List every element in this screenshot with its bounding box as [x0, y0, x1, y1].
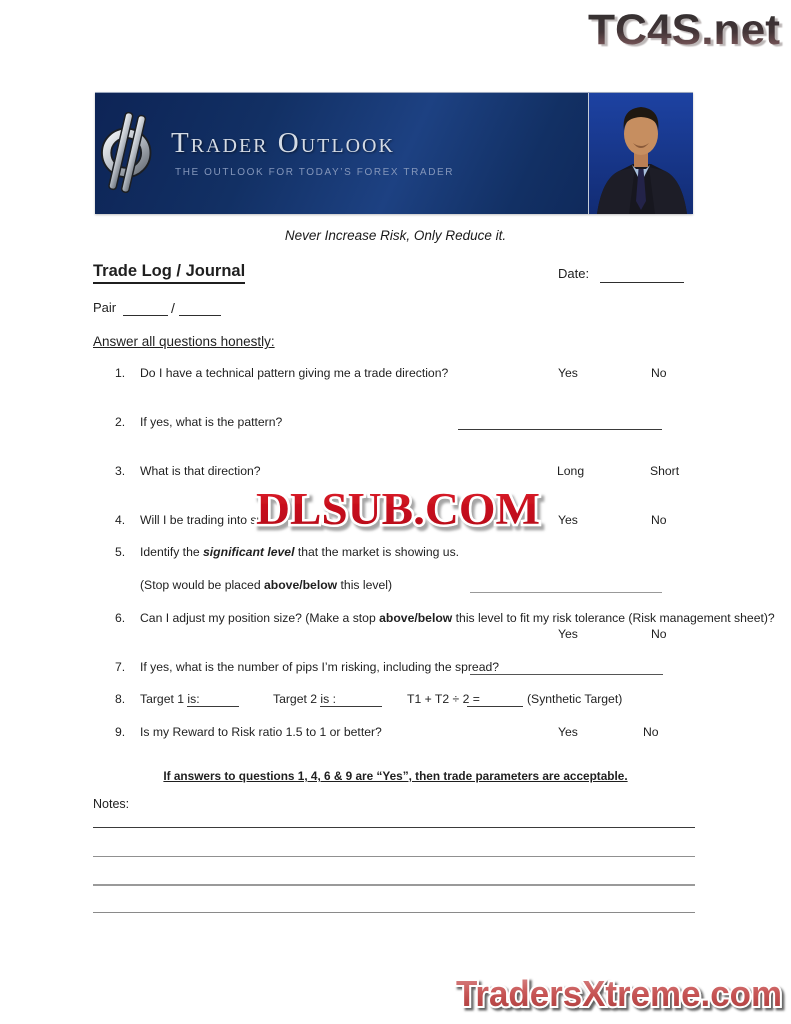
- question-5-sub-emphasis: above/below: [264, 578, 338, 592]
- question-4-text: Will I be trading into spa: [140, 513, 271, 527]
- question-2-blank-line: [458, 414, 662, 430]
- question-5-number: 5.: [115, 545, 126, 559]
- question-1-text: Do I have a technical pattern giving me a trade direction?: [140, 366, 449, 380]
- question-6-option-yes: Yes: [558, 627, 578, 641]
- trader-outlook-banner: [95, 92, 693, 214]
- tradersxtreme-watermark: [450, 968, 790, 1024]
- tc4s-watermark: [584, 2, 789, 61]
- notes-line-1: [93, 812, 695, 828]
- banner-title: Trader Outlook: [171, 127, 395, 159]
- acceptance-note: If answers to questions 1, 4, 6 & 9 are “Yes”, then trade parameters are acceptable.: [163, 769, 628, 783]
- question-7: [0, 660, 791, 677]
- question-9: [0, 725, 791, 742]
- question-1-option-no: No: [651, 366, 667, 380]
- question-2: [0, 415, 791, 432]
- banner-tagline: THE OUTLOOK FOR TODAY’S FOREX TRADER: [175, 167, 455, 178]
- question-9-option-no: No: [643, 725, 659, 739]
- question-8-target2-label: Target 2 is :: [273, 692, 336, 706]
- date-label: Date:: [558, 266, 590, 281]
- question-5: [0, 545, 791, 562]
- question-9-option-yes: Yes: [558, 725, 578, 739]
- question-6: [0, 611, 791, 628]
- question-5-text: Identify the significant level that the market is showing us.: [140, 545, 460, 559]
- question-6-emphasis: above/below: [379, 611, 453, 625]
- trader-outlook-logo-icon: [101, 109, 157, 193]
- dlsub-watermark: [250, 478, 550, 545]
- question-6-options-row: [0, 627, 791, 644]
- question-3-option-short: Short: [650, 464, 680, 478]
- question-8-number: 8.: [115, 692, 126, 706]
- question-8-synthetic-target-label: (Synthetic Target): [527, 692, 623, 706]
- pair-label: Pair: [93, 300, 117, 315]
- form-title: Trade Log / Journal: [93, 262, 245, 284]
- question-8: [0, 692, 791, 709]
- question-6-number: 6.: [115, 611, 126, 625]
- notes-line-2: [93, 841, 695, 857]
- pair-blank-line-2: [179, 301, 221, 316]
- dlsub-watermark-text: DLSUB.COM: [256, 484, 540, 534]
- question-8-formula-label: T1 + T2 ÷ 2 =: [407, 692, 480, 706]
- question-1-option-yes: Yes: [558, 366, 578, 380]
- question-1-number: 1.: [115, 366, 126, 380]
- question-9-text: Is my Reward to Risk ratio 1.5 to 1 or better?: [140, 725, 382, 739]
- question-6-text: Can I adjust my position size? (Make a stop above/below this level to fit my risk tolerance (Risk management sheet)?: [140, 611, 775, 625]
- motto-text: Never Increase Risk, Only Reduce it.: [284, 228, 507, 243]
- question-3-number: 3.: [115, 464, 126, 478]
- question-4-number: 4.: [115, 513, 126, 527]
- question-4-option-yes: Yes: [558, 513, 578, 527]
- question-9-number: 9.: [115, 725, 126, 739]
- question-2-number: 2.: [115, 415, 126, 429]
- tradersxtreme-watermark-text: TradersXtreme.com: [456, 973, 782, 1014]
- question-5-subtext: (Stop would be placed above/below this level): [140, 578, 393, 592]
- question-5-blank-line: [470, 577, 662, 593]
- question-5-emphasis: significant level: [203, 545, 295, 559]
- question-4-option-no: No: [651, 513, 667, 527]
- tc4s-watermark-graphic: [584, 2, 789, 56]
- question-5-subline: [0, 578, 791, 595]
- question-7-number: 7.: [115, 660, 126, 674]
- question-3-option-long: Long: [557, 464, 585, 478]
- question-8-target1-blank: [187, 691, 239, 707]
- question-8-target1-label: Target 1 is:: [140, 692, 200, 706]
- notes-label: Notes:: [93, 797, 130, 811]
- tradersxtreme-watermark-graphic: [450, 968, 790, 1020]
- question-1: [0, 366, 791, 383]
- question-3-text: What is that direction?: [140, 464, 261, 478]
- tc4s-watermark-text: TC4S.net: [588, 6, 780, 54]
- question-6-option-no: No: [651, 627, 667, 641]
- question-8-target2-blank: [320, 691, 382, 707]
- question-7-text: If yes, what is the number of pips I’m risking, including the spread?: [140, 660, 500, 674]
- instructions-heading: Answer all questions honestly:: [93, 334, 275, 349]
- trader-portrait-photo: [588, 93, 693, 214]
- question-2-text: If yes, what is the pattern?: [140, 415, 283, 429]
- notes-line-4: [93, 897, 695, 913]
- question-7-blank-line: [470, 659, 663, 675]
- pair-separator: /: [171, 300, 175, 316]
- question-8-formula-blank: [467, 691, 523, 707]
- dlsub-watermark-graphic: [250, 478, 550, 540]
- pair-blank-line-1: [123, 301, 168, 316]
- notes-line-3: [93, 869, 695, 886]
- pair-row: [0, 300, 791, 317]
- date-blank-line: [600, 268, 684, 283]
